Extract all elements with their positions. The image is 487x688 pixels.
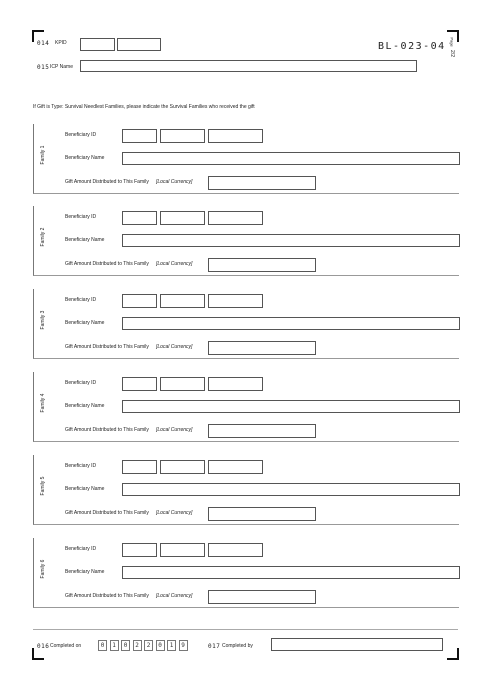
corner-mark-bottom-right xyxy=(447,648,459,660)
date-digit[interactable]: 0 xyxy=(121,640,130,651)
beneficiary-id-field-1[interactable] xyxy=(122,129,157,143)
icp-name-field[interactable] xyxy=(80,60,417,72)
beneficiary-id-field-3[interactable] xyxy=(208,211,263,225)
footer-divider xyxy=(33,629,458,630)
currency-note: [Local Currency] xyxy=(156,261,193,267)
completed-on-label: Completed on xyxy=(50,643,82,649)
date-digit[interactable]: 2 xyxy=(144,640,153,651)
kpid-field-1[interactable] xyxy=(80,38,115,51)
icp-code: 015 xyxy=(37,64,50,71)
completed-on-date[interactable] xyxy=(98,640,190,652)
beneficiary-id-field-1[interactable] xyxy=(122,211,157,225)
icp-name-label: ICP Name xyxy=(50,64,73,70)
completed-by-code: 017 xyxy=(208,643,221,650)
beneficiary-id-field-2[interactable] xyxy=(160,377,205,391)
completed-by-field[interactable] xyxy=(271,638,443,651)
beneficiary-name-label: Beneficiary Name xyxy=(65,569,105,575)
family-block xyxy=(33,124,459,194)
beneficiary-id-field-3[interactable] xyxy=(208,129,263,143)
gift-amount-field[interactable] xyxy=(208,258,316,272)
beneficiary-id-field-3[interactable] xyxy=(208,294,263,308)
gift-amount-label: Gift Amount Distributed to This Family xyxy=(65,593,149,599)
beneficiary-id-field-2[interactable] xyxy=(160,294,205,308)
gift-amount-label: Gift Amount Distributed to This Family xyxy=(65,510,149,516)
currency-note: [Local Currency] xyxy=(156,344,193,350)
beneficiary-name-field[interactable] xyxy=(122,152,460,165)
beneficiary-name-field[interactable] xyxy=(122,234,460,247)
family-block xyxy=(33,538,459,608)
page-number: 2/2 xyxy=(448,50,455,57)
beneficiary-id-label: Beneficiary ID xyxy=(65,214,97,220)
beneficiary-id-label: Beneficiary ID xyxy=(65,463,97,469)
beneficiary-name-label: Beneficiary Name xyxy=(65,320,105,326)
currency-note: [Local Currency] xyxy=(156,593,193,599)
family-label: Family 2 xyxy=(40,227,46,247)
page-label: Page xyxy=(449,37,455,47)
currency-note: [Local Currency] xyxy=(156,179,193,185)
family-label: Family 1 xyxy=(40,145,46,165)
family-block xyxy=(33,289,459,359)
gift-amount-label: Gift Amount Distributed to This Family xyxy=(65,344,149,350)
beneficiary-id-field-1[interactable] xyxy=(122,377,157,391)
beneficiary-name-label: Beneficiary Name xyxy=(65,486,105,492)
date-digit[interactable]: 9 xyxy=(179,640,188,651)
beneficiary-id-field-3[interactable] xyxy=(208,543,263,557)
beneficiary-name-field[interactable] xyxy=(122,317,460,330)
currency-note: [Local Currency] xyxy=(156,427,193,433)
gift-amount-field[interactable] xyxy=(208,341,316,355)
family-label: Family 3 xyxy=(40,310,46,330)
beneficiary-id-label: Beneficiary ID xyxy=(65,297,97,303)
family-label: Family 5 xyxy=(40,476,46,496)
form-code: BL-023-04 xyxy=(378,41,446,52)
kpid-label: KPID xyxy=(55,40,67,46)
family-block xyxy=(33,455,459,525)
beneficiary-id-field-1[interactable] xyxy=(122,460,157,474)
date-digit[interactable]: 1 xyxy=(167,640,176,651)
page-indicator xyxy=(449,36,459,66)
beneficiary-id-label: Beneficiary ID xyxy=(65,546,97,552)
family-label: Family 4 xyxy=(40,393,46,413)
beneficiary-id-label: Beneficiary ID xyxy=(65,380,97,386)
family-block xyxy=(33,206,459,276)
family-block xyxy=(33,372,459,442)
date-digit[interactable]: 0 xyxy=(156,640,165,651)
date-digit[interactable]: 1 xyxy=(110,640,119,651)
beneficiary-id-field-2[interactable] xyxy=(160,543,205,557)
gift-amount-label: Gift Amount Distributed to This Family xyxy=(65,427,149,433)
beneficiary-name-field[interactable] xyxy=(122,400,460,413)
beneficiary-id-field-2[interactable] xyxy=(160,460,205,474)
gift-amount-field[interactable] xyxy=(208,590,316,604)
beneficiary-id-field-1[interactable] xyxy=(122,543,157,557)
kpid-field-2[interactable] xyxy=(117,38,161,51)
gift-amount-field[interactable] xyxy=(208,176,316,190)
completed-on-code: 016 xyxy=(37,643,50,650)
date-digit[interactable]: 0 xyxy=(98,640,107,651)
completed-by-label: Completed by xyxy=(222,643,253,649)
gift-amount-label: Gift Amount Distributed to This Family xyxy=(65,261,149,267)
beneficiary-name-label: Beneficiary Name xyxy=(65,155,105,161)
gift-amount-field[interactable] xyxy=(208,424,316,438)
beneficiary-name-field[interactable] xyxy=(122,483,460,496)
beneficiary-id-field-3[interactable] xyxy=(208,460,263,474)
beneficiary-name-label: Beneficiary Name xyxy=(65,403,105,409)
beneficiary-id-field-1[interactable] xyxy=(122,294,157,308)
beneficiary-id-field-2[interactable] xyxy=(160,129,205,143)
gift-amount-label: Gift Amount Distributed to This Family xyxy=(65,179,149,185)
beneficiary-name-field[interactable] xyxy=(122,566,460,579)
date-digit[interactable]: 2 xyxy=(133,640,142,651)
family-label: Family 6 xyxy=(40,559,46,579)
gift-amount-field[interactable] xyxy=(208,507,316,521)
beneficiary-id-field-3[interactable] xyxy=(208,377,263,391)
kpid-code: 014 xyxy=(37,40,50,47)
beneficiary-id-field-2[interactable] xyxy=(160,211,205,225)
instruction-text: If Gift is Type: Survival Needlest Families, please indicate the Survival Families who received the gift xyxy=(33,104,255,110)
beneficiary-id-label: Beneficiary ID xyxy=(65,132,97,138)
beneficiary-name-label: Beneficiary Name xyxy=(65,237,105,243)
currency-note: [Local Currency] xyxy=(156,510,193,516)
